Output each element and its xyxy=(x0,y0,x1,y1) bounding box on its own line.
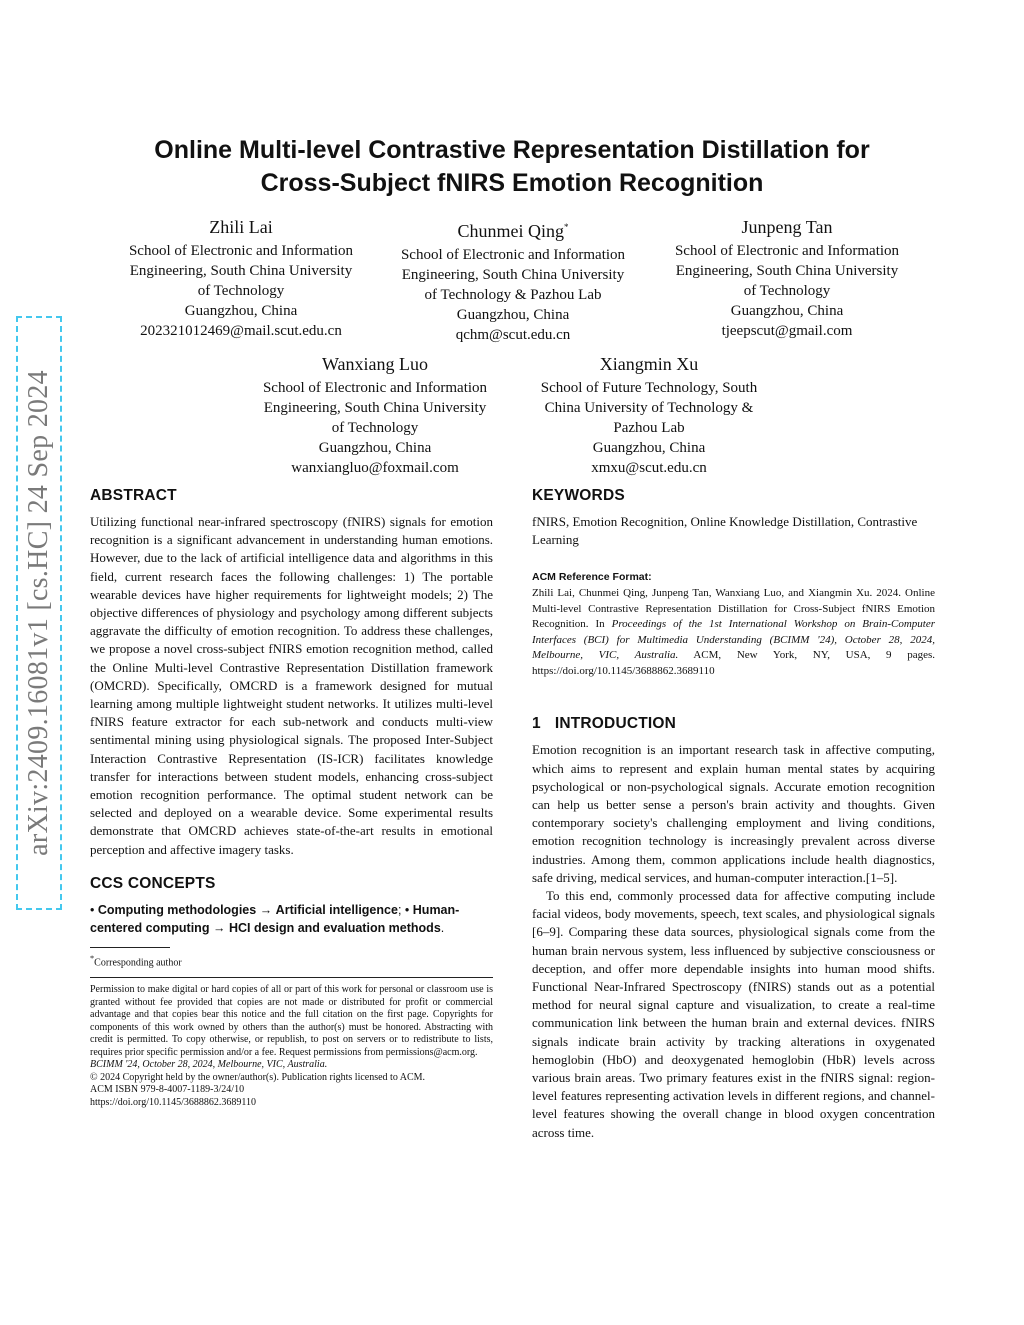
author-city: Guangzhou, China xyxy=(184,303,298,319)
author-city: Guangzhou, China xyxy=(730,303,844,319)
doi-link[interactable]: https://doi.org/10.1145/3688862.3689110 xyxy=(90,1096,257,1108)
author-affiliation: School of Electronic and Information xyxy=(400,247,626,263)
footnote-rule xyxy=(90,947,170,948)
arxiv-stamp xyxy=(16,316,62,910)
permission-notice: Permission to make digital or hard copies of all or part of this work for personal or classroom use is granted without fee provided that copies are not made or distributed for profit or commercial advantage and that copies bear this notice and the full citation on the first page. Copyrights for components of this work owned by others than the author(s) must be honored. Abstracting with credit is permitted. To copy otherwise, or republish, to post on servers or to redistribute to lists, requires prior specific permission and/or a fee. Request permissions from permissions@acm.org. xyxy=(90,984,493,1058)
corresponding-mark: * xyxy=(564,222,569,232)
acm-reference-label: ACM Reference Format: xyxy=(532,571,652,584)
acm-reference-text: Zhili Lai, Chunmei Qing, Junpeng Tan, Wanxiang Luo, and Xiangmin Xu. 2024. Online Multi-level Contrastive Representation Distillation for Cross-Subject fNIRS Emotion Recognition. In Proceedings of the 1st International Workshop on Brain-Computer Interfaces (BCI) for Multimedia Understanding (BCIMM '24), October 28, 2024, Melbourne, VIC, Australia. ACM, New York, NY, USA, 9 pages. https://doi.org/10.1145/3688862.3689110 xyxy=(532,587,936,677)
author-affiliation: School of Electronic and Information xyxy=(262,380,488,396)
author-city: Guangzhou, China xyxy=(456,307,570,323)
author-affiliation: Engineering, South China University xyxy=(401,267,625,283)
intro-heading: 1 INTRODUCTION xyxy=(532,715,677,733)
author-affiliation: of Technology xyxy=(743,283,831,299)
corresponding-footnote: *Corresponding author xyxy=(90,953,182,969)
author-city: Guangzhou, China xyxy=(592,440,706,456)
keywords-heading: KEYWORDS xyxy=(532,487,625,504)
author-affiliation: of Technology & Pazhou Lab xyxy=(424,287,602,303)
intro-paragraph-2: To this end, commonly processed data for affective computing include facial videos, body movements, speech, text scales, and physiological signals [6–9]. Comparing these data sources, physiological signals come from the human brain nervous system, less influenced by subjective consciousness or deception, and offer more dependable insights into human mood shifts. Functional Near-Infrared Spectroscopy (fNIRS) stands out as a potential method for neural signal capture and visualization, to create a real-time communication link between the human brain and external devices. fNIRS signals indicate brain activity by tracking alterations in oxygenated hemoglobin (HbO) and deoxygenated hemoglobin (HbR) levels across various brain areas. Two primary features exist in the fNIRS signal: region-level features representing activation levels in different regions, and channel-level features showing the overall change in blood oxygen concentration across time. xyxy=(532,888,935,1140)
abstract-text: Utilizing functional near-infrared spectroscopy (fNIRS) signals for emotion recognition is a significant advancement in understanding human emotions. However, due to the lack of artificial intelligence data and algorithms in this field, current research faces the following challenges: 1) The portable wearable devices have higher requirements for lightweight models; 2) The objective differences of physiology and psychology among different subjects aggravate the difficulty of emotion recognition. To address these challenges, we propose a novel cross-subject fNIRS emotion recognition method, called the Online Multi-level Contrastive Representation Distillation framework (OMCRD). Specifically, OMCRD is a framework designed for mutual learning among multiple lightweight student networks. It utilizes multi-level fNIRS feature extractor for each sub-network and conducts multi-view sentimental mining using physiological signals. The proposed Inter-Subject Interaction Contrastive Representation (IS-ICR) facilitates knowledge transfer for interactions between student models, enhancing cross-subject emotion recognition performance. The optimal student network can be selected and deployed on a wearable device. Some experimental results demonstrate that OMCRD achieves state-of-the-art results in emotional perception and affective imagery tasks. xyxy=(90,514,493,857)
author-block xyxy=(514,352,784,478)
author-affiliation: Engineering, South China University xyxy=(675,263,899,279)
copyright-line: © 2024 Copyright held by the owner/author(s). Publication rights licensed to ACM. xyxy=(90,1071,426,1083)
ccs-heading: CCS CONCEPTS xyxy=(90,874,216,892)
right-column xyxy=(532,487,935,1142)
author-city: Guangzhou, China xyxy=(318,440,432,456)
abstract-heading: ABSTRACT xyxy=(90,487,177,504)
author-affiliation: Pazhou Lab xyxy=(613,420,685,436)
author-email: xmxu@scut.edu.cn xyxy=(591,460,707,476)
author-affiliation: China University of Technology & xyxy=(544,400,754,416)
title-line-2: Cross-Subject fNIRS Emotion Recognition xyxy=(260,169,764,197)
permission-rule xyxy=(90,977,493,978)
paper-title xyxy=(90,134,934,200)
author-affiliation: School of Electronic and Information xyxy=(674,243,900,259)
author-affiliation: Engineering, South China University xyxy=(129,263,353,279)
ccs-concepts: • Computing methodologies → Artificial intelligence; • Human-centered computing → HCI design and evaluation methods. xyxy=(90,902,460,935)
arxiv-id: arXiv:2409.16081v1 [cs.HC] 24 Sep 2024 xyxy=(23,370,54,856)
author-name: Wanxiang Luo xyxy=(321,354,429,374)
author-affiliation: of Technology xyxy=(197,283,285,299)
author-name: Zhili Lai xyxy=(209,217,273,237)
author-name: Junpeng Tan xyxy=(741,217,833,237)
venue-line: BCIMM '24, October 28, 2024, Melbourne, VIC, Australia. xyxy=(90,1059,328,1071)
author-block xyxy=(652,215,922,341)
left-column xyxy=(90,487,493,1109)
author-block xyxy=(240,352,510,478)
author-email: qchm@scut.edu.cn xyxy=(455,327,571,343)
author-block xyxy=(378,215,648,345)
title-line-1: Online Multi-level Contrastive Representation Distillation for xyxy=(154,136,870,164)
author-name: Xiangmin Xu xyxy=(599,354,699,374)
author-email: 202321012469@mail.scut.edu.cn xyxy=(140,323,342,339)
author-email: tjeepscut@gmail.com xyxy=(721,323,853,339)
author-affiliation: of Technology xyxy=(331,420,419,436)
author-block xyxy=(106,215,376,341)
author-affiliation: School of Future Technology, South xyxy=(540,380,758,396)
isbn-line: ACM ISBN 979-8-4007-1189-3/24/10 xyxy=(90,1084,245,1096)
author-name: Chunmei Qing* xyxy=(457,221,569,241)
author-affiliation: School of Electronic and Information xyxy=(128,243,354,259)
author-affiliation: Engineering, South China University xyxy=(263,400,487,416)
keywords-text: fNIRS, Emotion Recognition, Online Knowledge Distillation, Contrastive Learning xyxy=(532,514,918,548)
intro-paragraph-1: Emotion recognition is an important research task in affective computing, which aims to represent and explain human mental states by acquiring psychological or non-psychological signals. Accurate emotion recognition can help us better sense a person's brain activity and thoughts. Given contemporary society's challenging employment and living conditions, emotion recognition technology is increasingly prevalent across diverse industries. Among them, common applications include health diagnostics, safe driving, medical services, and human-computer interaction.[1–5]. xyxy=(532,742,935,885)
author-email: wanxiangluo@foxmail.com xyxy=(291,460,459,476)
